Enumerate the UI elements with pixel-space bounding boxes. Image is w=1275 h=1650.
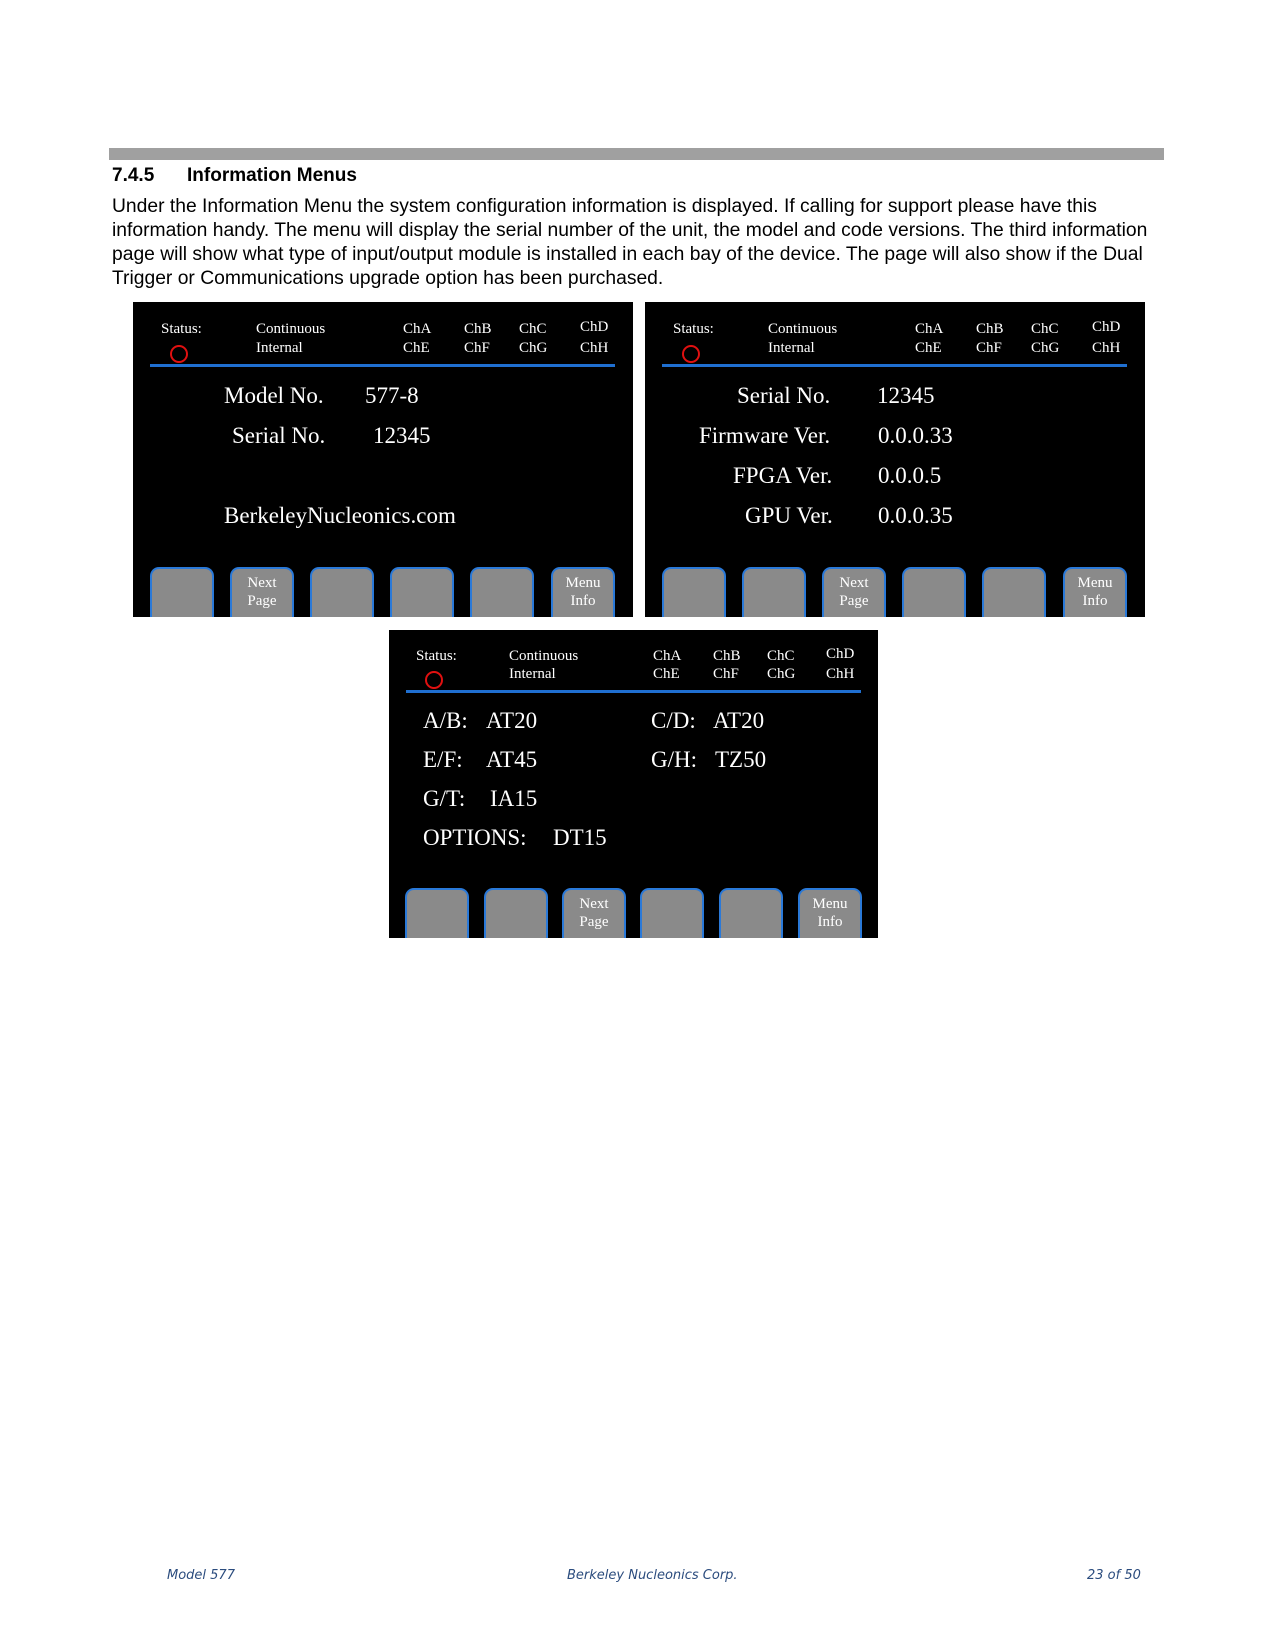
page-label: Page xyxy=(839,593,869,609)
mode-continuous: Continuous xyxy=(768,321,838,337)
next-label: Next xyxy=(839,575,869,591)
softkey-5-button[interactable] xyxy=(982,567,1046,617)
model-label: Model No. xyxy=(224,383,324,408)
channel-c: ChC xyxy=(1031,321,1059,337)
footer-page-number: 23 of 50 xyxy=(1087,1568,1141,1583)
channel-h: ChH xyxy=(826,666,855,682)
footer-model: Model 577 xyxy=(167,1568,235,1583)
channel-e: ChE xyxy=(915,340,942,356)
status-indicator-icon xyxy=(170,345,188,363)
screen-modules xyxy=(389,630,878,938)
mode-internal: Internal xyxy=(768,340,815,356)
section-number: 7.4.5 xyxy=(112,165,155,186)
status-label: Status: xyxy=(161,321,202,337)
channel-a: ChA xyxy=(653,648,682,664)
channel-h: ChH xyxy=(1092,340,1121,356)
serial-label: Serial No. xyxy=(737,383,831,408)
header-divider xyxy=(662,364,1127,367)
info-label: Info xyxy=(570,593,596,609)
channel-b: ChB xyxy=(464,321,492,337)
menu-info-button[interactable] xyxy=(551,567,615,617)
next-label: Next xyxy=(247,575,277,591)
channel-h: ChH xyxy=(580,340,609,356)
channel-c: ChC xyxy=(519,321,547,337)
softkey-2-button[interactable] xyxy=(484,888,548,938)
channel-a: ChA xyxy=(915,321,944,337)
softkey-3-button[interactable] xyxy=(310,567,374,617)
info-label: Info xyxy=(817,914,843,930)
mode-continuous: Continuous xyxy=(509,648,579,664)
channel-a: ChA xyxy=(403,321,432,337)
firmware-value: 0.0.0.33 xyxy=(878,423,953,448)
channel-d: ChD xyxy=(826,646,855,662)
gt-value: IA15 xyxy=(490,786,538,811)
gpu-label: GPU Ver. xyxy=(745,503,833,528)
website-text: BerkeleyNucleonics.com xyxy=(224,503,456,528)
ef-value: AT45 xyxy=(486,747,538,772)
gpu-value: 0.0.0.35 xyxy=(878,503,953,528)
channel-g: ChG xyxy=(767,666,796,682)
options-value: DT15 xyxy=(553,825,607,850)
softkey-5-button[interactable] xyxy=(719,888,783,938)
cd-label: C/D: xyxy=(651,708,696,733)
channel-d: ChD xyxy=(580,319,609,335)
gt-label: G/T: xyxy=(423,786,466,811)
options-label: OPTIONS: xyxy=(423,825,527,850)
softkey-4-button[interactable] xyxy=(640,888,704,938)
channel-b: ChB xyxy=(976,321,1004,337)
softkey-4-button[interactable] xyxy=(390,567,454,617)
channel-f: ChF xyxy=(713,666,739,682)
firmware-label: Firmware Ver. xyxy=(699,423,831,448)
softkey-1-button[interactable] xyxy=(405,888,469,938)
mode-internal: Internal xyxy=(509,666,556,682)
ef-label: E/F: xyxy=(423,747,463,772)
mode-internal: Internal xyxy=(256,340,303,356)
status-indicator-icon xyxy=(425,671,443,689)
menu-label: Menu xyxy=(1077,575,1113,591)
channel-g: ChG xyxy=(1031,340,1060,356)
softkey-5-button[interactable] xyxy=(470,567,534,617)
status-indicator-icon xyxy=(682,345,700,363)
ab-label: A/B: xyxy=(423,708,468,733)
ab-value: AT20 xyxy=(486,708,538,733)
next-page-button[interactable] xyxy=(230,567,294,617)
fpga-label: FPGA Ver. xyxy=(733,463,833,488)
section-heading xyxy=(112,165,357,187)
header-divider xyxy=(406,690,861,693)
gh-label: G/H: xyxy=(651,747,697,772)
status-label: Status: xyxy=(673,321,714,337)
gh-value: TZ50 xyxy=(715,747,767,772)
screen-versions xyxy=(645,302,1145,617)
channel-d: ChD xyxy=(1092,319,1121,335)
section-title: Information Menus xyxy=(187,165,357,186)
serial-value: 12345 xyxy=(877,383,935,408)
softkey-1-button[interactable] xyxy=(662,567,726,617)
mode-continuous: Continuous xyxy=(256,321,326,337)
next-label: Next xyxy=(579,896,609,912)
menu-label: Menu xyxy=(812,896,848,912)
fpga-value: 0.0.0.5 xyxy=(878,463,942,488)
next-page-button[interactable] xyxy=(822,567,886,617)
menu-label: Menu xyxy=(565,575,601,591)
softkey-4-button[interactable] xyxy=(902,567,966,617)
serial-value: 12345 xyxy=(373,423,431,448)
channel-b: ChB xyxy=(713,648,741,664)
softkey-1-button[interactable] xyxy=(150,567,214,617)
footer-company: Berkeley Nucleonics Corp. xyxy=(567,1568,738,1583)
channel-f: ChF xyxy=(464,340,490,356)
cd-value: AT20 xyxy=(713,708,765,733)
menu-info-button[interactable] xyxy=(1063,567,1127,617)
info-label: Info xyxy=(1082,593,1108,609)
serial-label: Serial No. xyxy=(232,423,326,448)
screen-model-serial xyxy=(133,302,633,617)
softkey-2-button[interactable] xyxy=(742,567,806,617)
model-value: 577-8 xyxy=(365,383,419,408)
channel-e: ChE xyxy=(403,340,430,356)
section-divider-bar xyxy=(109,148,1164,160)
channel-e: ChE xyxy=(653,666,680,682)
menu-info-button[interactable] xyxy=(798,888,862,938)
channel-f: ChF xyxy=(976,340,1002,356)
channel-g: ChG xyxy=(519,340,548,356)
page-label: Page xyxy=(579,914,609,930)
section-intro: Under the Information Menu the system configuration information is displayed. If calling for support please have this information handy. The menu will display the serial number of the unit, the model and code versions. The third information page will show what type of input/output module is installed in each bay of the device. The page will also show if the Dual Trigger or Communications upgrade option has been purchased. xyxy=(112,196,1148,289)
channel-c: ChC xyxy=(767,648,795,664)
header-divider xyxy=(150,364,615,367)
status-label: Status: xyxy=(416,648,457,664)
page-label: Page xyxy=(247,593,277,609)
next-page-button[interactable] xyxy=(562,888,626,938)
